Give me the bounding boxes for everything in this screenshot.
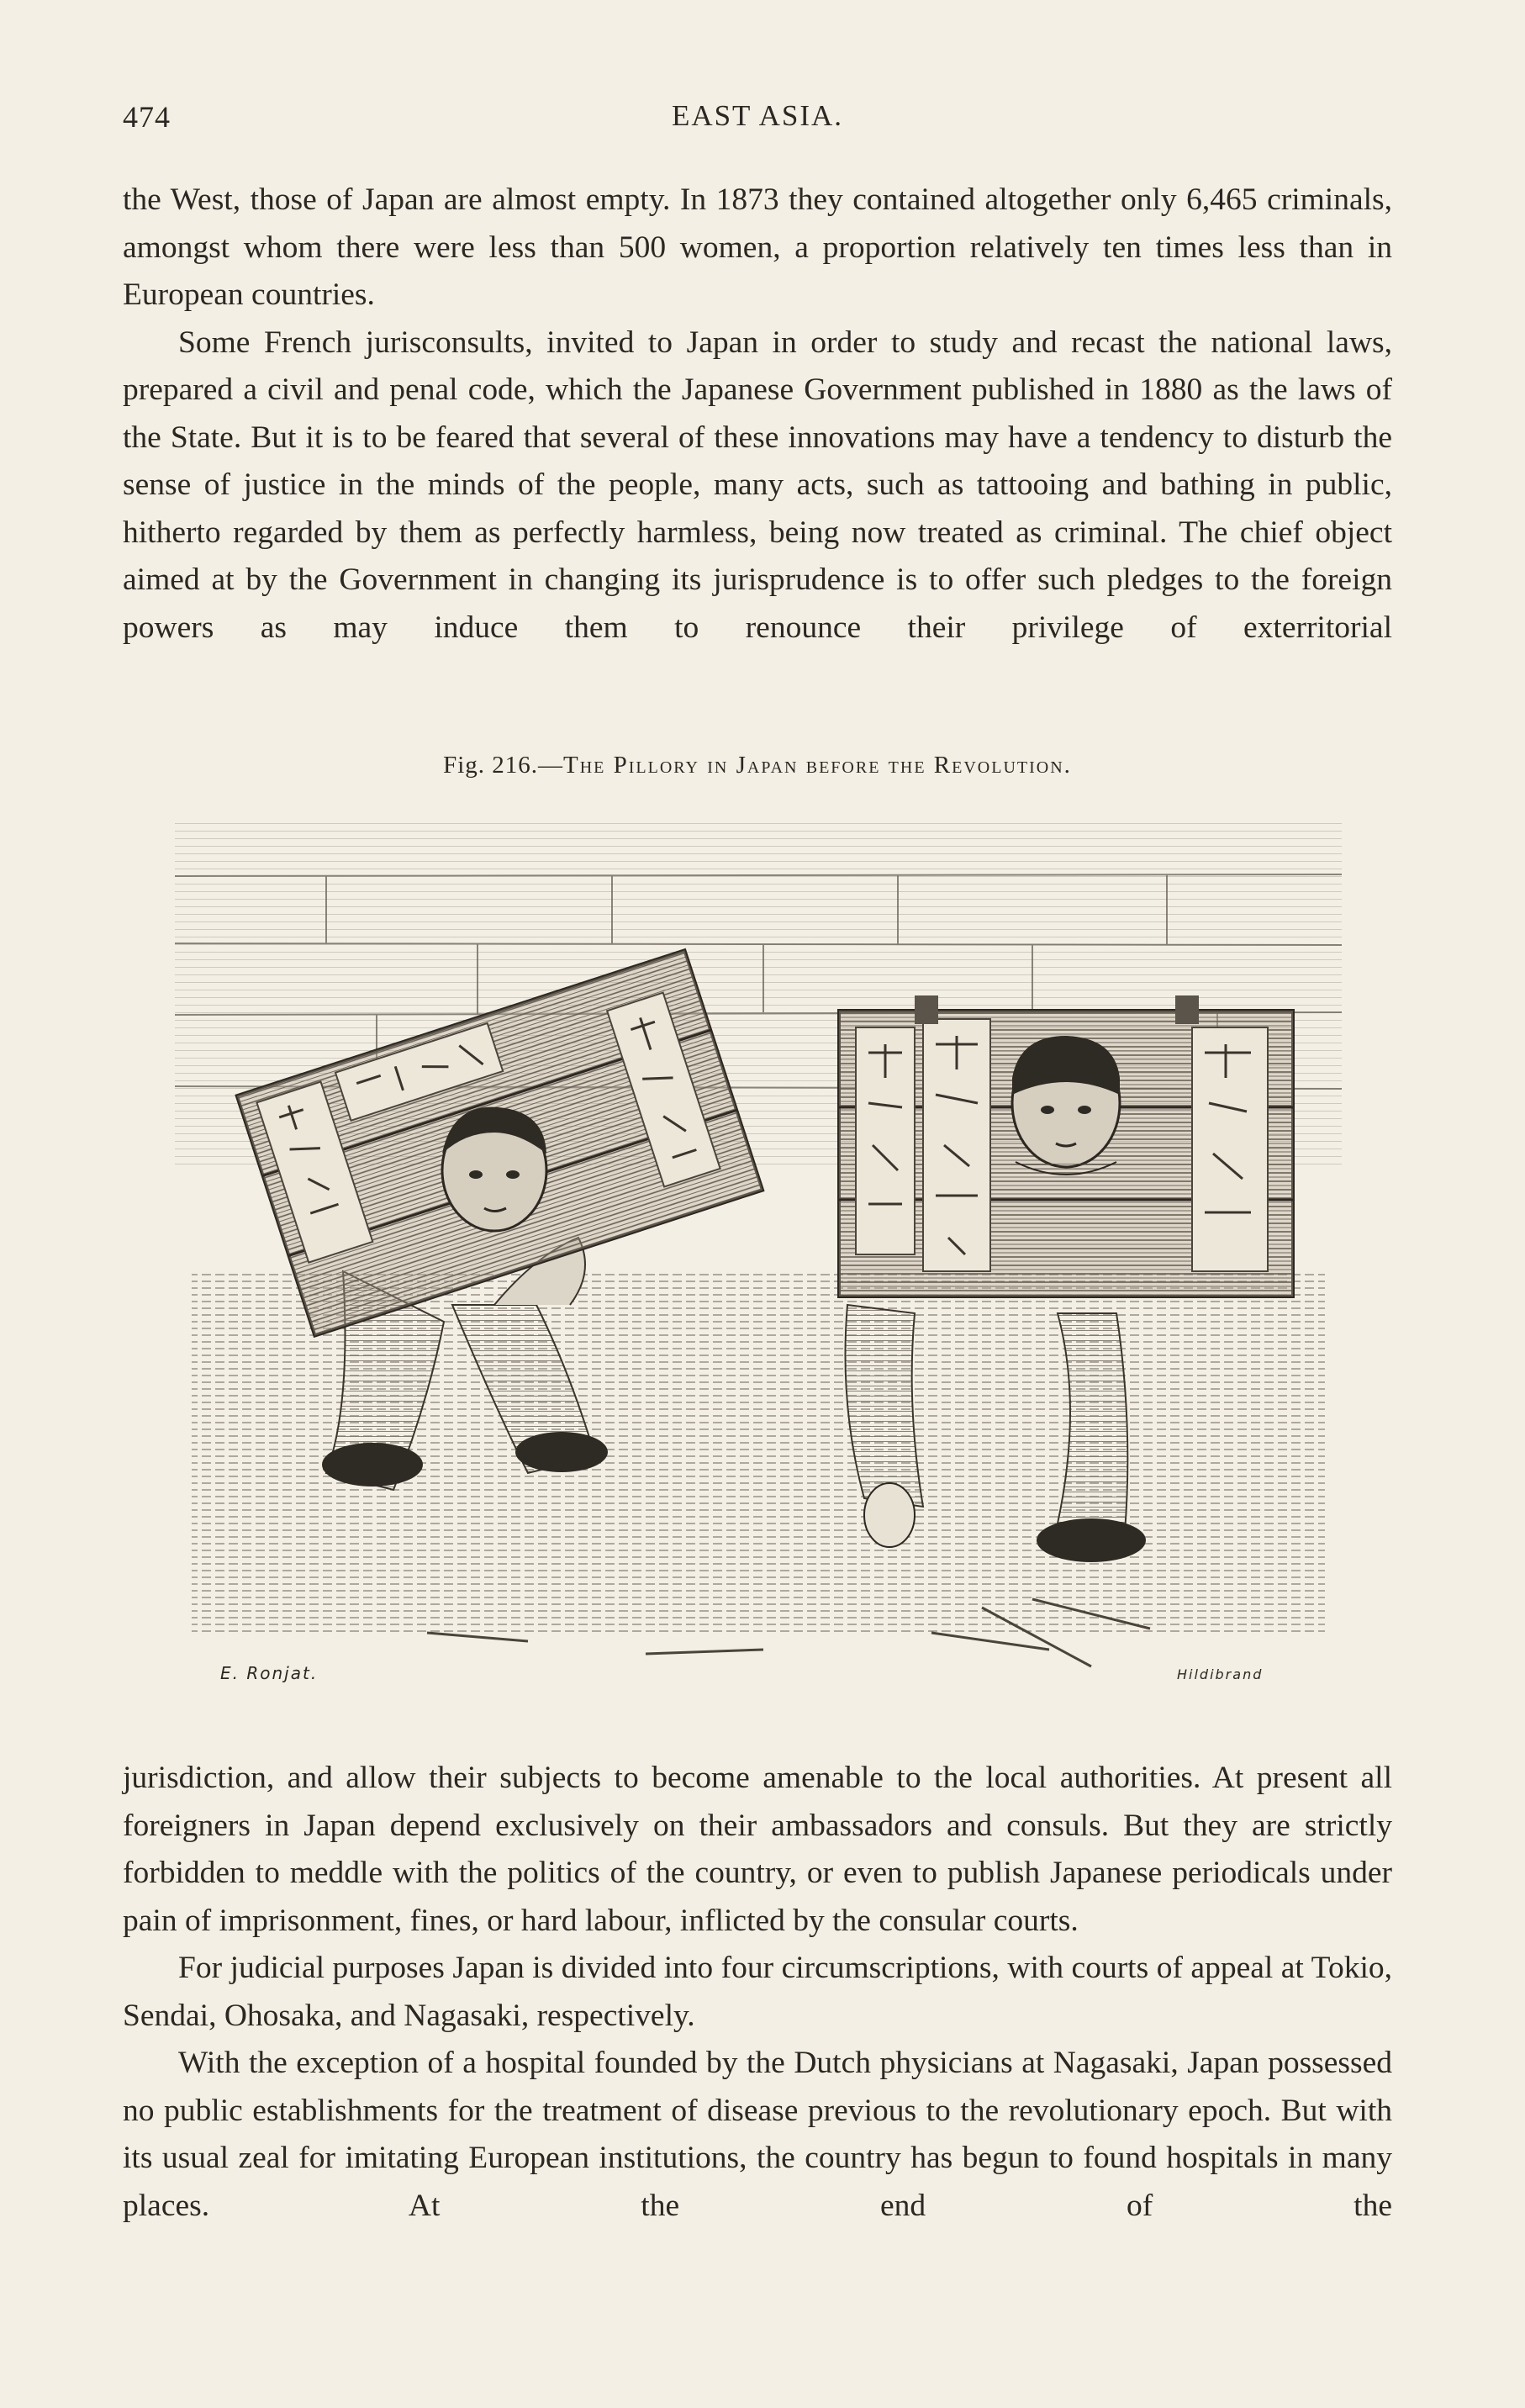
paragraph: the West, those of Japan are almost empty. In 1873 they contained altogether only 6,465 criminals, amongst whom there were less than 500 women, a proportion relatively ten times less than in European countries. xyxy=(123,182,1392,312)
page-number: 474 xyxy=(123,100,171,134)
paragraph: With the exception of a hospital founded by the Dutch physicians at Nagasaki, Japan possessed no public establishments for the treatment of disease previous to the revolutionary epoch. But with its usual zeal for imitating European institutions, the country has begun to found hospitals in many places. At the end of the xyxy=(123,2046,1392,2223)
text-block-bottom xyxy=(123,1755,1392,2230)
running-head: EAST ASIA. xyxy=(671,99,844,132)
page-header xyxy=(123,99,1392,146)
engraver-credit: Hildibrand xyxy=(1177,1666,1264,1682)
engraving-illustration xyxy=(175,800,1342,1692)
text-block-top xyxy=(123,177,1392,652)
paragraph: For judicial purposes Japan is divided into four circumscriptions, with courts of appeal at Tokio, Sendai, Ohosaka, and Nagasaki, respectively. xyxy=(123,1951,1392,2033)
figure-label: Fig. 216.— xyxy=(443,752,564,779)
paragraph: Some French jurisconsults, invited to Japan in order to study and recast the national laws, prepared a civil and penal code, which the Japanese Government published in 1880 as the laws of the State. But it is to be feared that several of these innovations may have a tendency to disturb the sense of justice in the minds of the people, many acts, such as tattooing and bathing in public, hitherto regarded by them as perfectly harmless, being now treated as criminal. The chief object aimed at by the Government in changing its jurisprudence is to offer such pledges to the foreign powers as may induce them to renounce their privilege of exterritorial xyxy=(123,325,1392,645)
figure-title: The Pillory in Japan before the Revolution. xyxy=(563,752,1072,779)
engraver-credit: E. Ronjat. xyxy=(220,1663,319,1683)
pillory-engraving xyxy=(175,800,1342,1692)
paragraph: jurisdiction, and allow their subjects to become amenable to the local authorities. At present all foreigners in Japan depend exclusively on their ambassadors and consuls. But they are strictly forbidden to meddle with the politics of the country, or even to publish Japanese periodicals under pain of imprisonment, fines, or hard labour, inflicted by the consular courts. xyxy=(123,1761,1392,1938)
figure-caption xyxy=(123,752,1392,779)
